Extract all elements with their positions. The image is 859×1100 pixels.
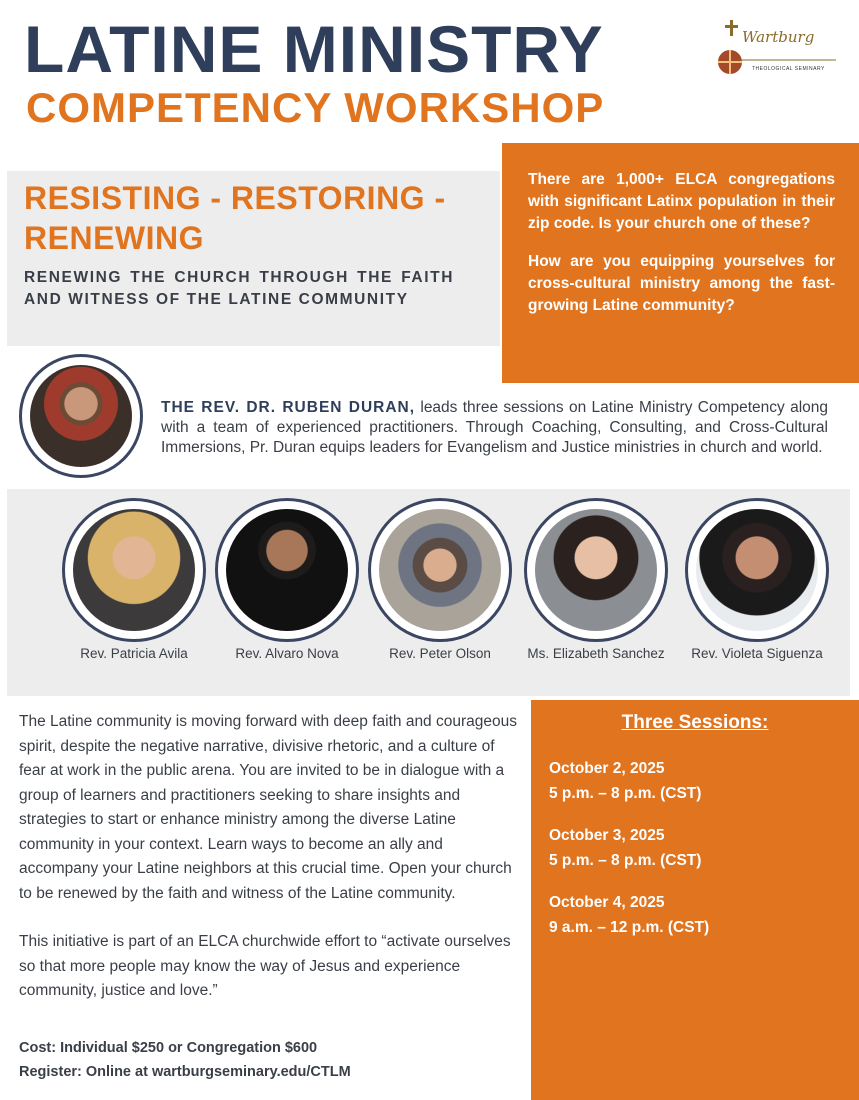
session-date: October 4, 2025: [549, 894, 665, 911]
description-paragraph-1: The Latine community is moving forward with deep faith and courageous spirit, despite the negative narrative, divisive rhetoric, and a culture of fear at work in the public arena. You are invited to be in dialogue with a group of learners and practitioners seeking to share insights and strategies to start or enhance ministry among the diverse Latine community in your context. Learn ways to become an ally and accompany your Latine neighbors at this crucial time. Open your church to be renewed by the faith and witness of the Latine community.: [19, 713, 517, 902]
team-member-name: Rev. Patricia Avila: [80, 646, 188, 661]
speaker-photo: [19, 354, 143, 478]
logo-wordmark: Wartburg: [742, 28, 815, 46]
session-time: 5 p.m. – 8 p.m. (CST): [549, 852, 702, 869]
session-date: October 2, 2025: [549, 760, 665, 777]
question-1: There are 1,000+ ELCA congregations with significant Latinx population in their zip code. Is your church one of these?: [528, 171, 835, 232]
seminary-logo: [716, 18, 840, 80]
sessions-panel: [531, 700, 859, 1100]
title-line-1: LATINE MINISTRY: [24, 12, 604, 86]
team-member-photo: [215, 498, 359, 642]
team-member-name: Rev. Violeta Siguenza: [691, 646, 823, 661]
cost-line: Cost: Individual $250 or Congregation $600: [19, 1040, 318, 1056]
speaker-bio-text: leads three sessions on Latine Ministry Competency along with a team of experienced practitioners. Through Coaching, Consulting, and Cross-Cultural Immersions, Pr. Duran equips leaders for Evangelism and Justice ministries in church and world.: [161, 399, 828, 456]
register-line: Register: Online at wartburgseminary.edu/CTLM: [19, 1064, 351, 1080]
team-member-photo: [524, 498, 668, 642]
speaker-bio: [161, 398, 828, 458]
team-member: [59, 498, 209, 661]
team-member: [521, 498, 671, 661]
cost-register-info: [19, 1036, 519, 1084]
description-paragraph-2: This initiative is part of an ELCA churchwide effort to “activate ourselves so that more people may know the way of Jesus and experience community, justice and love.”: [19, 933, 511, 999]
team-member: [212, 498, 362, 661]
logo-subtext: THEOLOGICAL SEMINARY: [752, 66, 825, 72]
team-member-photo: [368, 498, 512, 642]
team-member: [365, 498, 515, 661]
theme-subheading: RENEWING THE CHURCH THROUGH THE FAITH AND WITNESS OF THE LATINE COMMUNITY: [24, 269, 454, 308]
team-member-name: Rev. Alvaro Nova: [235, 646, 339, 661]
session-time: 9 a.m. – 12 p.m. (CST): [549, 919, 710, 936]
session-date: October 3, 2025: [549, 827, 665, 844]
team-member-photo: [62, 498, 206, 642]
session-item: [549, 890, 841, 940]
speaker-portrait: [30, 365, 132, 467]
team-member-name: Ms. Elizabeth Sanchez: [527, 646, 665, 661]
theme-heading: RESISTING - RESTORING - RENEWING: [24, 180, 446, 256]
team-member-photo: [685, 498, 829, 642]
description: [19, 710, 519, 1028]
title-line-2: COMPETENCY WORKSHOP: [26, 84, 605, 131]
session-item: [549, 823, 841, 873]
speaker-name: THE REV. DR. RUBEN DURAN,: [161, 399, 416, 416]
session-item: [549, 756, 841, 806]
team-member: [682, 498, 832, 661]
question-2: How are you equipping yourselves for cross-cultural ministry among the fast-growing Latine community?: [528, 253, 835, 314]
team-member-name: Rev. Peter Olson: [389, 646, 491, 661]
sessions-title: Three Sessions:: [621, 712, 769, 733]
session-time: 5 p.m. – 8 p.m. (CST): [549, 785, 702, 802]
questions-panel: [502, 143, 859, 383]
